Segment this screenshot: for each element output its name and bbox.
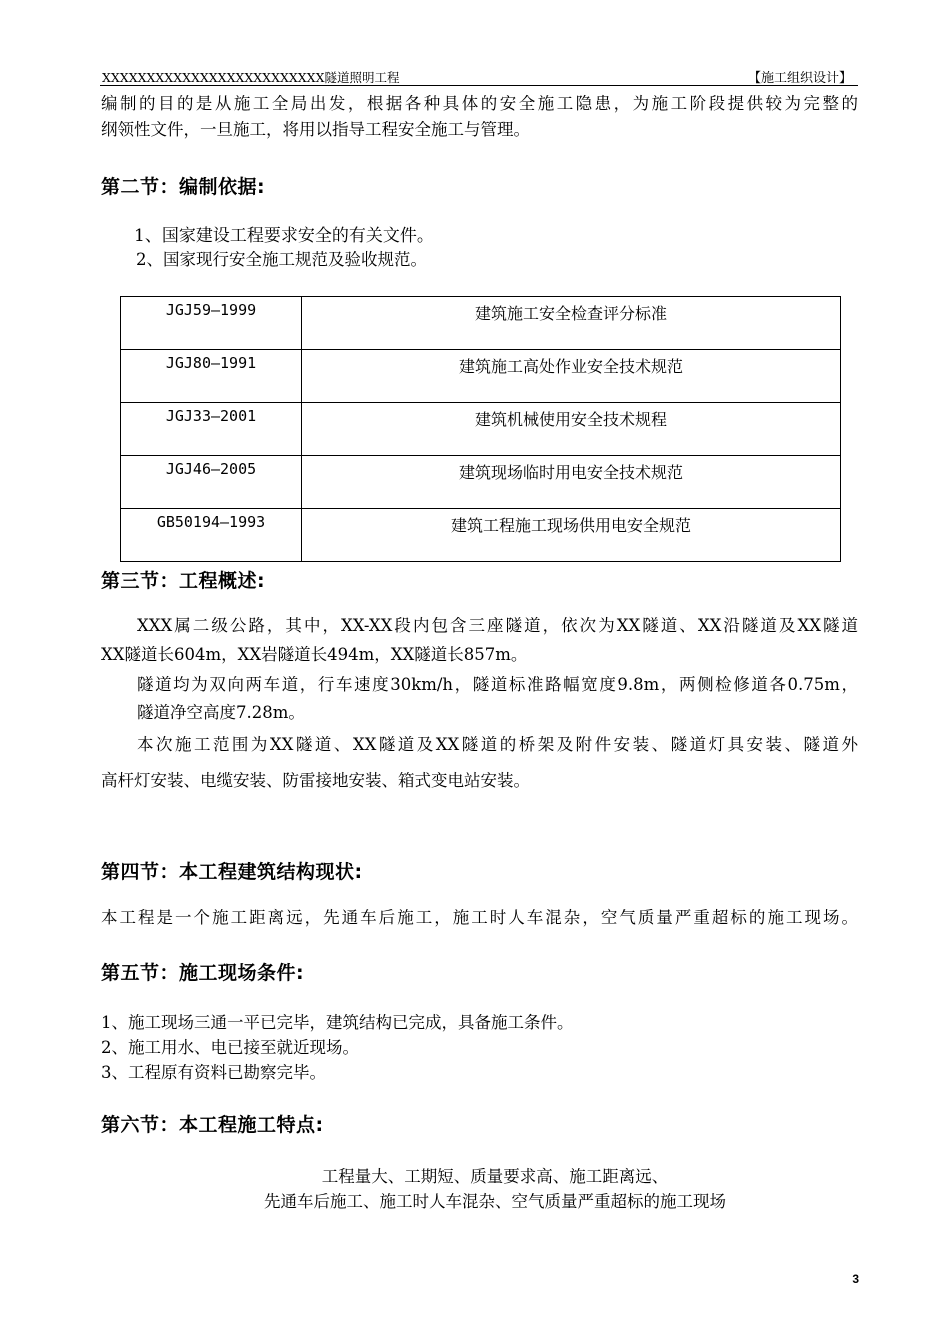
standard-name: 建筑机械使用安全技术规程 xyxy=(302,403,841,456)
standard-name: 建筑现场临时用电安全技术规范 xyxy=(302,456,841,509)
standard-code: GB50194—1993 xyxy=(121,509,302,562)
standards-table xyxy=(120,296,841,562)
section-5-item-2: 2、施工用水、电已接至就近现场。 xyxy=(101,1038,359,1057)
section-3-para-1-line-2: XX隧道长604m，XX岩隧道长494m，XX隧道长857m。 xyxy=(101,645,528,664)
section-2-title: 第二节：编制依据: xyxy=(101,176,266,198)
header-project-title: XXXXXXXXXXXXXXXXXXXXXXXXX隧道照明工程 xyxy=(102,70,400,85)
table-row xyxy=(121,509,841,562)
section-4-text: 本工程是一个施工距离远，先通车后施工，施工时人车混杂，空气质量严重超标的施工现场。 xyxy=(101,908,858,927)
section-2-item-1: 1、国家建设工程要求安全的有关文件。 xyxy=(134,226,434,246)
table-row xyxy=(121,456,841,509)
section-3-para-2-line-2: 隧道净空高度7.28m。 xyxy=(137,703,305,722)
table-row xyxy=(121,350,841,403)
intro-line-2: 纲领性文件，一旦施工，将用以指导工程安全施工与管理。 xyxy=(101,120,530,139)
standard-name: 建筑施工高处作业安全技术规范 xyxy=(302,350,841,403)
section-3-para-1-line-1: XXX属二级公路，其中，XX-XX段内包含三座隧道，依次为XX隧道、XX沿隧道及XX隧道 xyxy=(137,616,858,635)
section-4-title: 第四节：本工程建筑结构现状: xyxy=(101,861,363,883)
section-6-line-2: 先通车后施工、施工时人车混杂、空气质量严重超标的施工现场 xyxy=(264,1192,726,1211)
section-3-para-2-line-1: 隧道均为双向两车道，行车速度30km/h，隧道标准路幅宽度9.8m，两侧检修道各0.75m， xyxy=(137,675,858,694)
header-divider xyxy=(100,85,858,86)
section-6-title: 第六节：本工程施工特点: xyxy=(101,1114,324,1136)
table-row xyxy=(121,403,841,456)
header-doc-type: 【施工组织设计】 xyxy=(747,71,852,86)
standard-code: JGJ59—1999 xyxy=(121,297,302,350)
section-5-title: 第五节：施工现场条件: xyxy=(101,962,305,984)
section-3-para-3-line-2: 高杆灯安装、电缆安装、防雷接地安装、箱式变电站安装。 xyxy=(101,771,530,790)
standard-name: 建筑工程施工现场供用电安全规范 xyxy=(302,509,841,562)
standard-code: JGJ80—1991 xyxy=(121,350,302,403)
section-2-item-2: 2、国家现行安全施工规范及验收规范。 xyxy=(136,250,427,269)
section-6-line-1: 工程量大、工期短、质量要求高、施工距离远、 xyxy=(321,1167,669,1186)
intro-line-1: 编制的目的是从施工全局出发，根据各种具体的安全施工隐患，为施工阶段提供较为完整的 xyxy=(101,94,858,113)
standard-code: JGJ33—2001 xyxy=(121,403,302,456)
table-row xyxy=(121,297,841,350)
standard-code: JGJ46—2005 xyxy=(121,456,302,509)
section-5-item-3: 3、工程原有资料已勘察完毕。 xyxy=(101,1063,326,1082)
section-3-title: 第三节：工程概述: xyxy=(101,570,266,592)
page-number: 3 xyxy=(852,1272,859,1286)
standard-name: 建筑施工安全检查评分标准 xyxy=(302,297,841,350)
section-5-item-1: 1、施工现场三通一平已完毕，建筑结构已完成，具备施工条件。 xyxy=(101,1013,574,1032)
section-3-para-3-line-1: 本次施工范围为XX隧道、XX隧道及XX隧道的桥架及附件安装、隧道灯具安装、隧道外 xyxy=(137,735,858,754)
